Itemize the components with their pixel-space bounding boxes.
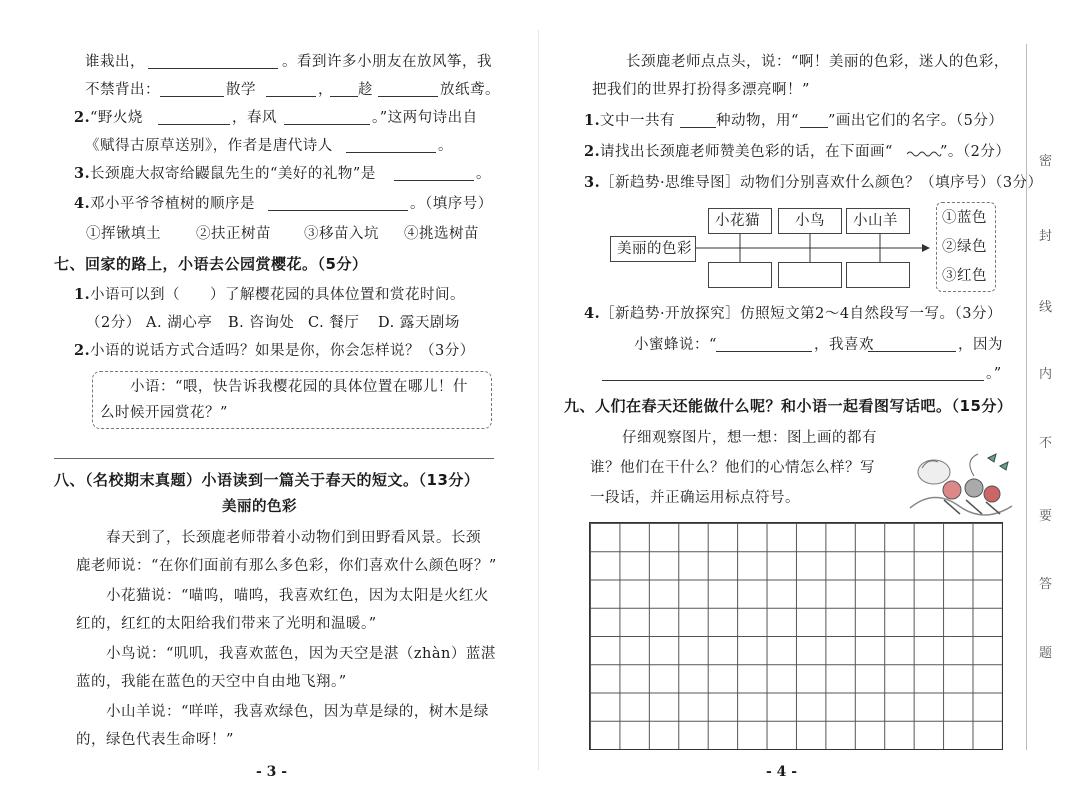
r-q1-text-a: 文中一共有 — [600, 113, 675, 129]
seal-char: 答 — [1039, 577, 1053, 592]
bee-prompt-b: ，我喜欢 — [814, 337, 874, 353]
article-para-4b: 的，绿色代表生命呀！” — [76, 732, 234, 748]
seal-char: 线 — [1039, 300, 1053, 315]
q3-text: 长颈鹿大叔寄给鼹鼠先生的“美好的礼物”是 — [90, 166, 376, 182]
choice-a[interactable]: A. 湖心亭 — [146, 315, 213, 331]
dialog-line-2: 么时候开园赏花？” — [100, 405, 228, 421]
article-para-4a: 小山羊说：“咩咩，我喜欢绿色，因为草是绿的，树木是绿 — [106, 704, 489, 720]
q4-end: 。（填序号） — [410, 196, 493, 212]
answer-blank[interactable] — [868, 351, 956, 352]
wavy-line-icon — [906, 150, 942, 158]
spring-kite-illustration — [904, 448, 1014, 520]
section-7-title: 七、回家的路上，小语去公园赏樱花。（5分） — [54, 255, 368, 273]
bee-prompt-end: 。” — [986, 366, 1002, 382]
color-option-3: ③红色 — [942, 268, 987, 284]
question-number: 4. — [584, 305, 601, 322]
seal-char: 题 — [1039, 646, 1053, 661]
r-q2-text-a: 请找出长颈鹿老师赞美色彩的话，在下面画“ — [600, 144, 893, 160]
q3-end: 。 — [476, 166, 491, 182]
answer-blank[interactable] — [330, 96, 358, 97]
article-title: 美丽的色彩 — [222, 499, 297, 515]
bee-prompt-c: ，因为 — [958, 337, 1003, 353]
question-number: 2. — [74, 109, 91, 126]
animal-box-1 — [708, 208, 772, 234]
blank-line-1-suffix: 。看到许多小朋友在放风筝，我 — [282, 54, 492, 70]
q2-text-b: ，春风 — [232, 110, 277, 126]
r-q1-text-c: ”画出它们的名字。（5分） — [828, 113, 1004, 129]
seal-char: 封 — [1039, 229, 1053, 244]
q2-line2: 《赋得古原草送别》，作者是唐代诗人 — [85, 138, 333, 154]
color-option-1: ①蓝色 — [942, 210, 987, 226]
animal-label: 小山羊 — [853, 213, 898, 229]
article-para-1b: 鹿老师说：“在你们面前有那么多色彩，你们喜欢什么颜色呀？” — [76, 558, 497, 574]
animal-label: 小花猫 — [715, 213, 760, 229]
answer-blank[interactable] — [266, 96, 316, 97]
answer-blank[interactable] — [284, 124, 370, 125]
answer-blank[interactable] — [160, 96, 224, 97]
question-number: 2. — [74, 342, 91, 359]
r-q2-text-b: ”。（2分） — [940, 144, 1011, 160]
article-para-5b: 把我们的世界打扮得多漂亮啊！” — [592, 82, 810, 98]
animal-label: 小鸟 — [795, 213, 825, 229]
seal-char: 不 — [1039, 436, 1053, 451]
article-para-3b: 蓝的，我能在蓝色的天空中自由地飞翔。” — [76, 674, 347, 690]
bee-prompt: 小蜜蜂说：“ — [634, 337, 717, 353]
mind-map-root-label: 美丽的色彩 — [617, 241, 692, 257]
page-number-right: - 4 - — [766, 764, 798, 780]
page-number-left: - 3 - — [256, 764, 288, 780]
writing-instructions-3: 一段话，并正确运用标点符号。 — [590, 490, 800, 506]
animal-box-3 — [846, 208, 910, 234]
choice-b[interactable]: B. 咨询处 — [228, 315, 295, 331]
poem-word-3: 放纸鸢。 — [440, 82, 500, 98]
section-8-title: 八、（名校期末真题）小语读到一篇关于春天的短文。（13分） — [54, 471, 480, 489]
answer-blank[interactable] — [148, 68, 278, 69]
section-9-title: 九、人们在春天还能做什么呢？和小语一起看图写话吧。（15分） — [564, 397, 1013, 415]
answer-blank[interactable] — [602, 380, 984, 381]
question-number: 1. — [584, 112, 601, 129]
option-4: ④挑选树苗 — [404, 226, 479, 242]
animal-box-2 — [778, 208, 842, 234]
question-number: 4. — [74, 195, 91, 212]
poem-comma: ， — [318, 82, 333, 98]
article-para-5a: 长颈鹿老师点点头，说：“啊！美丽的色彩，迷人的色彩， — [626, 54, 1009, 70]
option-3: ③移苗入坑 — [304, 226, 379, 242]
choice-c[interactable]: C. 餐厅 — [308, 315, 360, 331]
q2-text-a: “野火烧 — [90, 110, 143, 126]
option-1: ①挥锹填土 — [86, 226, 161, 242]
seal-char: 要 — [1039, 509, 1053, 524]
option-2: ②扶正树苗 — [196, 226, 271, 242]
answer-blank[interactable] — [394, 180, 474, 181]
poem-word-1: 散学 — [226, 82, 256, 98]
r-q4-text: ［新趋势·开放探究］仿照短文第2～4自然段写一写。（3分） — [600, 306, 1003, 322]
answer-blank[interactable] — [716, 351, 812, 352]
article-para-3a: 小鸟说：“叽叽，我喜欢蓝色，因为天空是湛（zhàn）蓝湛 — [106, 646, 496, 662]
article-para-2a: 小花猫说：“喵呜，喵呜，我喜欢红色，因为太阳是火红火 — [106, 588, 489, 604]
article-para-1a: 春天到了，长颈鹿老师带着小动物们到田野看风景。长颈 — [106, 530, 481, 546]
question-number: 3. — [74, 165, 91, 182]
writing-instructions-2: 谁？他们在干什么？他们的心情怎么样？写 — [590, 460, 875, 476]
answer-blank[interactable] — [158, 124, 230, 125]
blank-line-1-prefix: 谁栽出， — [85, 54, 145, 70]
binding-line — [1026, 44, 1027, 750]
answer-blank[interactable] — [378, 96, 438, 97]
color-answer-box-1[interactable] — [708, 262, 772, 288]
writing-grid[interactable] — [589, 522, 1003, 750]
answer-blank[interactable] — [800, 127, 828, 128]
writing-instructions-1: 仔细观察图片，想一想：图上画的都有 — [622, 430, 877, 446]
answer-blank[interactable] — [346, 152, 436, 153]
mind-map-root — [610, 236, 696, 262]
question-number: 2. — [584, 143, 601, 160]
s7-q1-score: （2分） — [86, 315, 141, 331]
question-number: 1. — [74, 286, 91, 303]
r-q1-text-b: 种动物，用“ — [716, 113, 799, 129]
color-answer-box-3[interactable] — [846, 262, 910, 288]
s7-q1-text: 小语可以到（ ）了解樱花园的具体位置和赏花时间。 — [90, 287, 465, 303]
page-gutter — [538, 30, 539, 770]
question-number: 3. — [584, 174, 601, 191]
q2-line2-end: 。 — [438, 138, 453, 154]
r-q3-text: ［新趋势·思维导图］动物们分别喜欢什么颜色？（填序号）（3分） — [600, 175, 1043, 191]
choice-d[interactable]: D. 露天剧场 — [378, 315, 460, 331]
answer-blank[interactable] — [268, 210, 408, 211]
dialog-line-1: 小语：“喂，快告诉我樱花园的具体位置在哪儿！什 — [130, 379, 468, 395]
poem-prompt: 不禁背出： — [85, 82, 160, 98]
seal-char: 密 — [1039, 154, 1053, 169]
answer-blank[interactable] — [680, 127, 716, 128]
q2-text-c: 。”这两句诗出自 — [372, 110, 478, 126]
color-option-2: ②绿色 — [942, 239, 987, 255]
color-answer-box-2[interactable] — [778, 262, 842, 288]
article-para-2b: 红的，红红的太阳给我们带来了光明和温暖。” — [76, 616, 377, 632]
section-divider — [54, 458, 494, 459]
q4-text: 邓小平爷爷植树的顺序是 — [90, 196, 255, 212]
poem-word-2: 趁 — [358, 82, 373, 98]
seal-char: 内 — [1039, 367, 1053, 382]
s7-q2-text: 小语的说话方式合适吗？如果是你，你会怎样说？（3分） — [90, 343, 475, 359]
